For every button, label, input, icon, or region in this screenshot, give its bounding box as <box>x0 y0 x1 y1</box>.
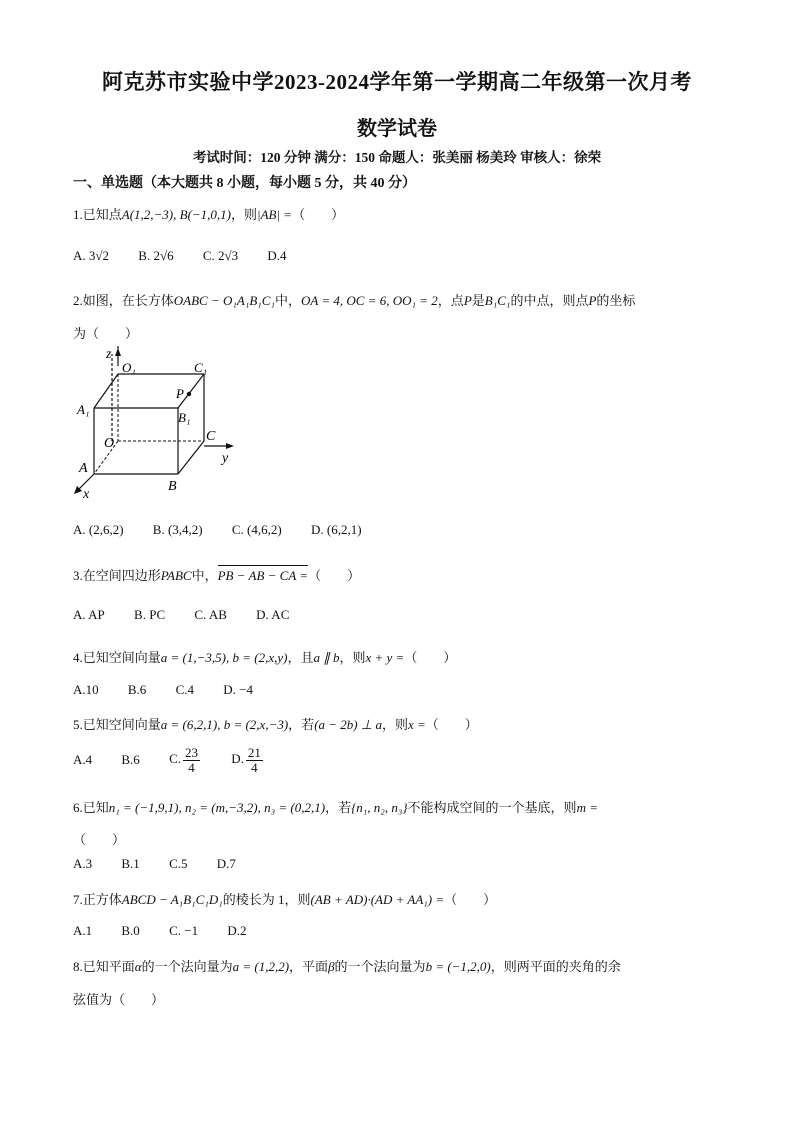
option-b[interactable]: B.0 <box>121 923 140 938</box>
label-a: A <box>79 461 88 476</box>
option-d[interactable]: D. −4 <box>223 682 253 697</box>
option-b[interactable]: B.1 <box>121 856 140 871</box>
option-c[interactable]: C. 2√3 <box>202 248 239 263</box>
label-b1: B₁ <box>178 410 191 425</box>
question-6-options <box>73 856 262 872</box>
option-b[interactable]: B. 2√6 <box>138 248 174 263</box>
question-8: 8.已知平面α的一个法向量为a = (1,2,2)，平面β的一个法向量为b = (−1,2,0)，则两平面的夹角的余 <box>73 959 621 974</box>
label-c: C <box>206 429 216 444</box>
option-c[interactable]: C. AB <box>194 607 227 622</box>
option-c[interactable]: C.5 <box>169 856 188 871</box>
option-a[interactable]: A.1 <box>73 923 93 938</box>
option-d[interactable]: D. AC <box>256 607 290 622</box>
question-6: 6.已知n₁ = (−1,9,1), n₂ = (m,−3,2), n₃ = (0,2,1)，若{n₁, n₂, n₃}不能构成空间的一个基底，则m = <box>73 800 598 815</box>
question-2-line2: 为（ ） <box>73 326 139 341</box>
question-6-line2: （ ） <box>73 832 126 847</box>
option-d[interactable]: D.2 <box>227 923 247 938</box>
label-o: O <box>104 436 115 451</box>
label-a1: A₁ <box>77 402 90 417</box>
cuboid-figure <box>66 346 246 506</box>
section-heading: 一、单选题（本大题共 8 小题，每小题 5 分，共 40 分） <box>73 176 416 191</box>
point-p <box>187 392 191 396</box>
exam-info: 考试时间：120 分钟 满分：150 命题人：张美丽 杨美玲 审核人：徐荣 <box>192 150 602 165</box>
option-a[interactable]: A. AP <box>73 607 105 622</box>
option-a[interactable]: A.3 <box>73 856 93 871</box>
option-a[interactable]: A.4 <box>73 752 93 768</box>
label-c1: C₁ <box>194 360 208 375</box>
question-7: 7.正方体ABCD − A₁B₁C₁D₁的棱长为 1，则(AB + AD)·(AD + AA₁) =（ ） <box>73 892 497 907</box>
option-a[interactable]: A. (2,6,2) <box>73 522 124 537</box>
label-y: y <box>222 451 229 466</box>
label-o1: O₁ <box>122 360 136 375</box>
question-2: 2.如图，在长方体OABC − O₁A₁B₁C₁中，OA = 4, OC = 6, OO₁ = 2，点P是B₁C₁的中点，则点P的坐标 <box>73 293 636 308</box>
option-c[interactable]: C. $\frac{23}{4}$ <box>169 745 198 775</box>
option-c[interactable]: C.4 <box>175 682 194 697</box>
label-b: B <box>168 479 177 494</box>
label-z: z <box>106 347 112 362</box>
option-d[interactable]: D. $\frac{21}{4}$ <box>231 745 261 775</box>
option-a[interactable]: A. 3√2 <box>73 248 110 263</box>
option-a[interactable]: A.10 <box>73 682 99 697</box>
option-d[interactable]: D. (6,2,1) <box>310 522 362 537</box>
fraction-d: $\frac{21}{4}$ <box>247 745 261 775</box>
question-7-options <box>73 923 272 939</box>
question-2-options <box>73 522 388 538</box>
question-5-options <box>73 746 291 774</box>
question-3: 3.在空间四边形PABC中，PB − AB − CA =（ ） <box>73 568 361 583</box>
exam-title: 阿克苏市实验中学2023-2024学年第一学期高二年级第一次月考 <box>102 70 692 94</box>
option-d[interactable]: D.4 <box>267 248 287 263</box>
option-b[interactable]: B.6 <box>121 752 140 768</box>
question-4: 4.已知空间向量a = (1,−3,5), b = (2,x,y)，且a ∥ b，则x + y =（ ） <box>73 650 457 665</box>
fraction-c: $\frac{23}{4}$ <box>184 745 198 775</box>
exam-subtitle: 数学试卷 <box>357 118 437 140</box>
question-5: 5.已知空间向量a = (6,2,1), b = (2,x,−3)，若(a − 2b) ⊥ a，则x =（ ） <box>73 717 478 732</box>
label-p: P <box>176 386 184 401</box>
question-1-options <box>73 248 313 264</box>
option-c[interactable]: C. −1 <box>169 923 199 938</box>
option-c[interactable]: C. (4,6,2) <box>231 522 282 537</box>
question-1: 1.已知点A(1,2,−3), B(−1,0,1)，则|AB| =（ ） <box>73 207 345 222</box>
question-4-options <box>73 682 279 698</box>
option-b[interactable]: B.6 <box>127 682 147 697</box>
option-d[interactable]: D.7 <box>216 856 236 871</box>
option-b[interactable]: B. PC <box>134 607 166 622</box>
question-8-line2: 弦值为（ ） <box>73 992 165 1007</box>
question-3-options <box>73 607 315 623</box>
option-b[interactable]: B. (3,4,2) <box>152 522 203 537</box>
label-x: x <box>83 487 90 502</box>
